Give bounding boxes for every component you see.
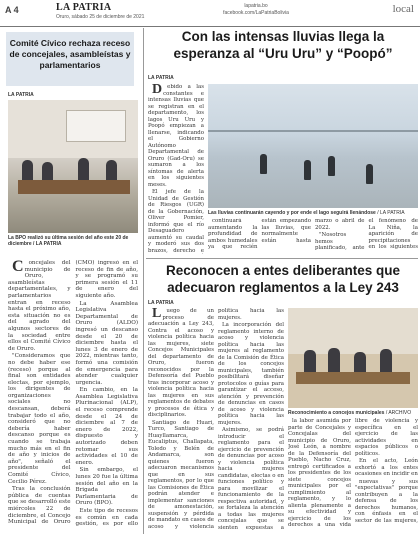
story2-caption [288, 410, 418, 416]
newspaper-brand: LA PATRIA [56, 2, 112, 13]
story2-photo [288, 308, 418, 408]
photo-board [66, 110, 126, 142]
story2-dropcap: L [152, 308, 162, 321]
paragraph: nuevas y sus "expectativas" porque contribuyen a la defensa de los derechos humanos, con énfasis en el sector de las mujeres, [355, 478, 418, 524]
column-divider [143, 28, 144, 534]
story1-first-column [148, 84, 204, 254]
paragraph: Tras la conclusión pública de cuentas que se desarrolló este miércoles 22 de diciembre, el Concejo Municipal de Oruro (CMO) ingresó en el receso de fin de año, y se programó su primera sesión el 11 de enero del siguiente año. [8, 260, 138, 526]
sidebar-story [0, 28, 140, 534]
paragraph: Este tipo de recesos es común en cada gestión, es por ello [75, 507, 138, 528]
paragraph: El jefe de la Unidad de Gestión de Riesgos (UGR) de la Gobernación, Oliver Pomier, informó que el río Desaguadero aumentó su caudal y moderó sus dos brazos, derecho e [148, 189, 204, 254]
paragraph: uego de un proceso de adecuación a Ley 243, Contra el acoso y violencia política hacia las mujeres, siete Concejos Municipales del departamento de Oruro, fueron reconocidos por la Defensoría del Pueblo tras incorporar acoso y violencia política hacia las mujeres en sus reglamentos de debates y procesos de ética y disciplinarios. [148, 308, 214, 418]
paragraph: La Asamblea Legislativa Departamental de Oruro (ALDO) ingresó un descanso desde el 20 de diciembre hasta el lunes 3 de enero de 2022, mientras tanto, formó una comisión de emergencia para atender cualquier urgencia. [75, 300, 138, 386]
story1-caption [208, 210, 418, 216]
story-divider [146, 258, 418, 259]
dateline: Oruro, sábado 25 de diciembre de 2021 [56, 14, 145, 20]
paragraph: Sin embargo, el lunes 20 fue la última sesión del año en la Brigada Parlamentaria de Oruro (BPO). [75, 467, 138, 507]
story2-headline: Reconocen a entes deliberantes que adecuaron reglamentos a la Ley 243 [165, 263, 401, 295]
paragraph: continuará aumentando la profundidad de ambos humedales ya que recién están empezando las lluvias, que normalmente están hasta marzo o abril de 2022. [208, 218, 365, 250]
sidebar-photo [8, 100, 138, 233]
story1-kicker: LA PATRIA [148, 75, 174, 81]
story1-dropcap: D [152, 84, 163, 97]
web-links [196, 3, 316, 17]
sidebar-kicker: LA PATRIA [8, 92, 34, 98]
paragraph: oncejales del municipio de Oruro, asambleístas departamentales, y parlamentarios entran en receso hasta el próximo año, esta situación no es del agrado del algunos sectores de la sociedad entre ellos el Comité Cívico de Oruro. [8, 260, 71, 352]
photo-person [328, 156, 335, 176]
paragraph: Santiago de Huari, Turco, Santiago de Huayllamarca, Eucaliptus, Challapata, Toledo y Belén de Andamarca, son quienes fueron adecuaron mecanismos que en sus reglamentos, por lo que las Comisiones de Ética podrán atender e implementar sanciones de amonestación, suspensión y pérdida de mandato en casos de acoso y violencia política hacia las mujeres. [148, 308, 284, 530]
paragraph: La incorporación del reglamento interno de acoso y violencia política hacia las mujeres al reglamento de la Comisión de Ética de los concejos municipales, también posibilitará diseñar protocolos o guías para garantizar el acceso, atención y prevención de denuncias en casos de acoso y violencia política hacia las mujeres. [218, 322, 284, 426]
website-link: lapatria.bo [244, 3, 268, 9]
photo-wall [288, 308, 418, 354]
photo-table [18, 180, 130, 194]
story2-body-right [288, 418, 418, 532]
story2-caption-text: Reconocimiento a concejos municipales [288, 410, 385, 416]
story1-caption-credit: / LA PATRIA [377, 210, 405, 216]
section-label: local [392, 3, 414, 15]
page-header [0, 0, 420, 27]
story1-caption-text: Las lluvias continuarán cayendo y por ende el lago seguirá llenándose [208, 210, 376, 216]
page-number: A 4 [5, 5, 19, 15]
photo-person [260, 154, 267, 174]
photo-person [304, 160, 311, 180]
story2-caption-credit: / ARCHIVO [385, 410, 412, 416]
sidebar-headline: Comité Cívico rechaza receso de concejales, asambleístas y parlamentarios [6, 32, 134, 86]
facebook-link: facebook.com/LaPatriaBolivia [223, 10, 289, 16]
sidebar-caption-credit: / LA PATRIA [33, 241, 62, 247]
sidebar-caption [8, 235, 138, 247]
paragraph: ebido a las constantes e intensas lluvias que se registran en el departamento, los lagos Uru Uru y Poopó empiezan a llenarse, indicando el Gobierno Autónomo Departamental de Oruro (Gad-Oru) se sumaron a los síntomas de alerta en los siguientes meses. [148, 84, 204, 188]
photo-desk [296, 372, 410, 384]
story1-photo [208, 84, 418, 208]
sidebar-body [8, 260, 138, 532]
paragraph: En cambio, en la Asamblea Legislativa Plurinacional (ALP), el receso comprende desde el 24 de diciembre al 7 de enero de 2022, dispuesto y autorizado deben retomar sus actividades el 10 de enero. [75, 387, 138, 466]
paragraph: "Nosotros hemos planificado, ante el fenómeno de La Niña, la aparición de precipitaciones en los siguientes [315, 218, 418, 251]
story1-body [208, 218, 418, 254]
story1-headline: Con las intensas lluvias llega la esperanza al “Uru Uru” y “Poopó” [173, 29, 393, 61]
story2-body-left [148, 308, 284, 532]
sidebar-dropcap: C [12, 260, 24, 275]
paragraph: la labor asumida por parte de Concejales y Concejalas del municipio de Oruro, José León, a nombre de la Defensoría del Pueblo, Nacho Cruz, entregó certificados a los presidentes de los siete concejos municipales por el cumplimiento al reglamento, y lo alienta plenamente a su efectividad y ejercicio de los derechos a una vida libre de violencia y específica en el ejercicio de las actividades en espacios públicos o políticos. [288, 418, 418, 528]
paragraph: Asimismo, se podrá introducir el reglamento para el ejercicio de prevención de denuncias por acoso y violencia política hacia mujeres candidatas, electas o en funciones político y para movilizar el funcionamiento de la respectiva autoridad, y se fortaleza la atención a todas las mujeres concejalas que se sienten expuestas a [218, 427, 284, 531]
sidebar-caption-text: La BPO realizó su última sesión del año este 20 de diciembre [8, 235, 129, 247]
photo-person [366, 164, 373, 184]
photo-person [328, 348, 340, 374]
photo-horizon [208, 130, 418, 132]
story2-kicker: LA PATRIA [148, 300, 174, 306]
paragraph: En el acto, León exhortó a los entes ocasiones en incidir en [355, 458, 418, 477]
paragraph: "Consideramos que no debe haber ese (receso) porque al final son entidades electas, por ejemplo, los dirigentes de organizaciones sociales no descansan, deberá trabajar todo el año, consideró que no debería haber descanso porque es cuando se trabaja mucho más en el fin de año y inicios de año", señaló el presidente del Comité Cívico, Cecilio Pérez. [8, 353, 71, 485]
